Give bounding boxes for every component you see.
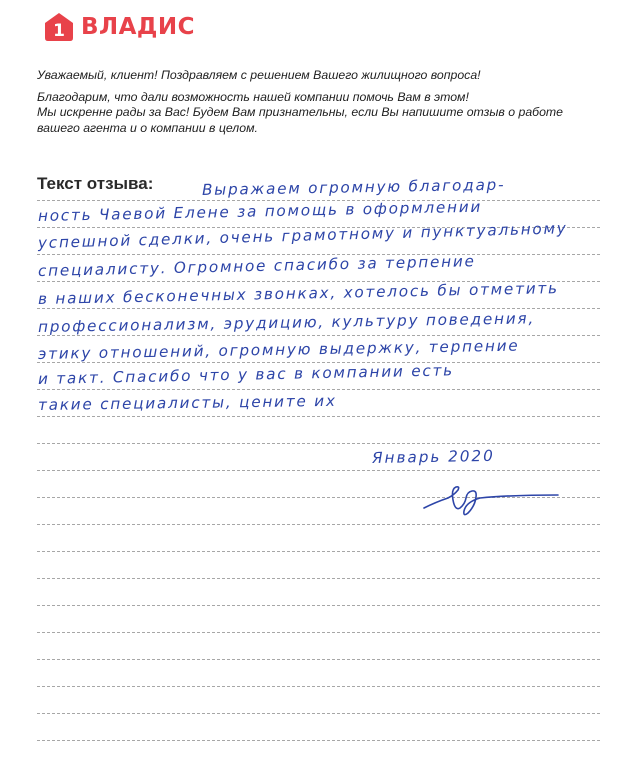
ruled-line [37,416,600,417]
ruled-line [37,632,600,633]
logo-glyph: 1 [53,21,65,41]
review-line: этику отношений, огромную выдержку, терпение [37,336,520,363]
ruled-line [37,362,600,363]
review-line: специалисту. Огромное спасибо за терпение [37,252,476,280]
intro-line-1: Благодарим, что дали возможность нашей компании помочь Вам в этом! [37,89,469,104]
ruled-line [37,470,600,471]
brand-logo [44,12,195,42]
review-line: в наших бесконечных звонках, хотелось бы отметить [37,279,559,308]
ruled-line [37,740,600,741]
review-line: Выражаем огромную благодар- [201,175,506,199]
intro-text [37,68,597,136]
ruled-line [37,443,600,444]
intro-line-3: вашего агента и о компании в целом. [37,120,258,135]
ruled-line [37,389,600,390]
ruled-line [37,686,600,687]
review-line: такие специалисты, цените их [37,391,337,414]
review-date: Январь 2020 [371,446,495,467]
house-logo-icon [44,12,74,42]
ruled-line [37,605,600,606]
ruled-line [37,551,600,552]
review-line: профессионализм, эрудицию, культуру поведения, [37,309,536,336]
review-line: успешной сделки, очень грамотному и пунктуальному [37,219,568,252]
ruled-line [37,524,600,525]
review-heading: Текст отзыва: [37,174,154,193]
ruled-line [37,578,600,579]
intro-greeting: Уважаемый, клиент! Поздравляем с решением Вашего жилищного вопроса! [37,68,481,82]
brand-name: ВЛАДИС [81,14,196,40]
review-line: и такт. Спасибо что у вас в компании есть [37,361,455,388]
handwritten-signature-icon [420,478,560,518]
review-line: ность Чаевой Елене за помощь в оформлении [37,197,483,225]
intro-line-2: Мы искренне рады за Вас! Будем Вам признательны, если Вы напишите отзыв о работе [37,105,564,120]
ruled-line [37,713,600,714]
ruled-line [37,659,600,660]
